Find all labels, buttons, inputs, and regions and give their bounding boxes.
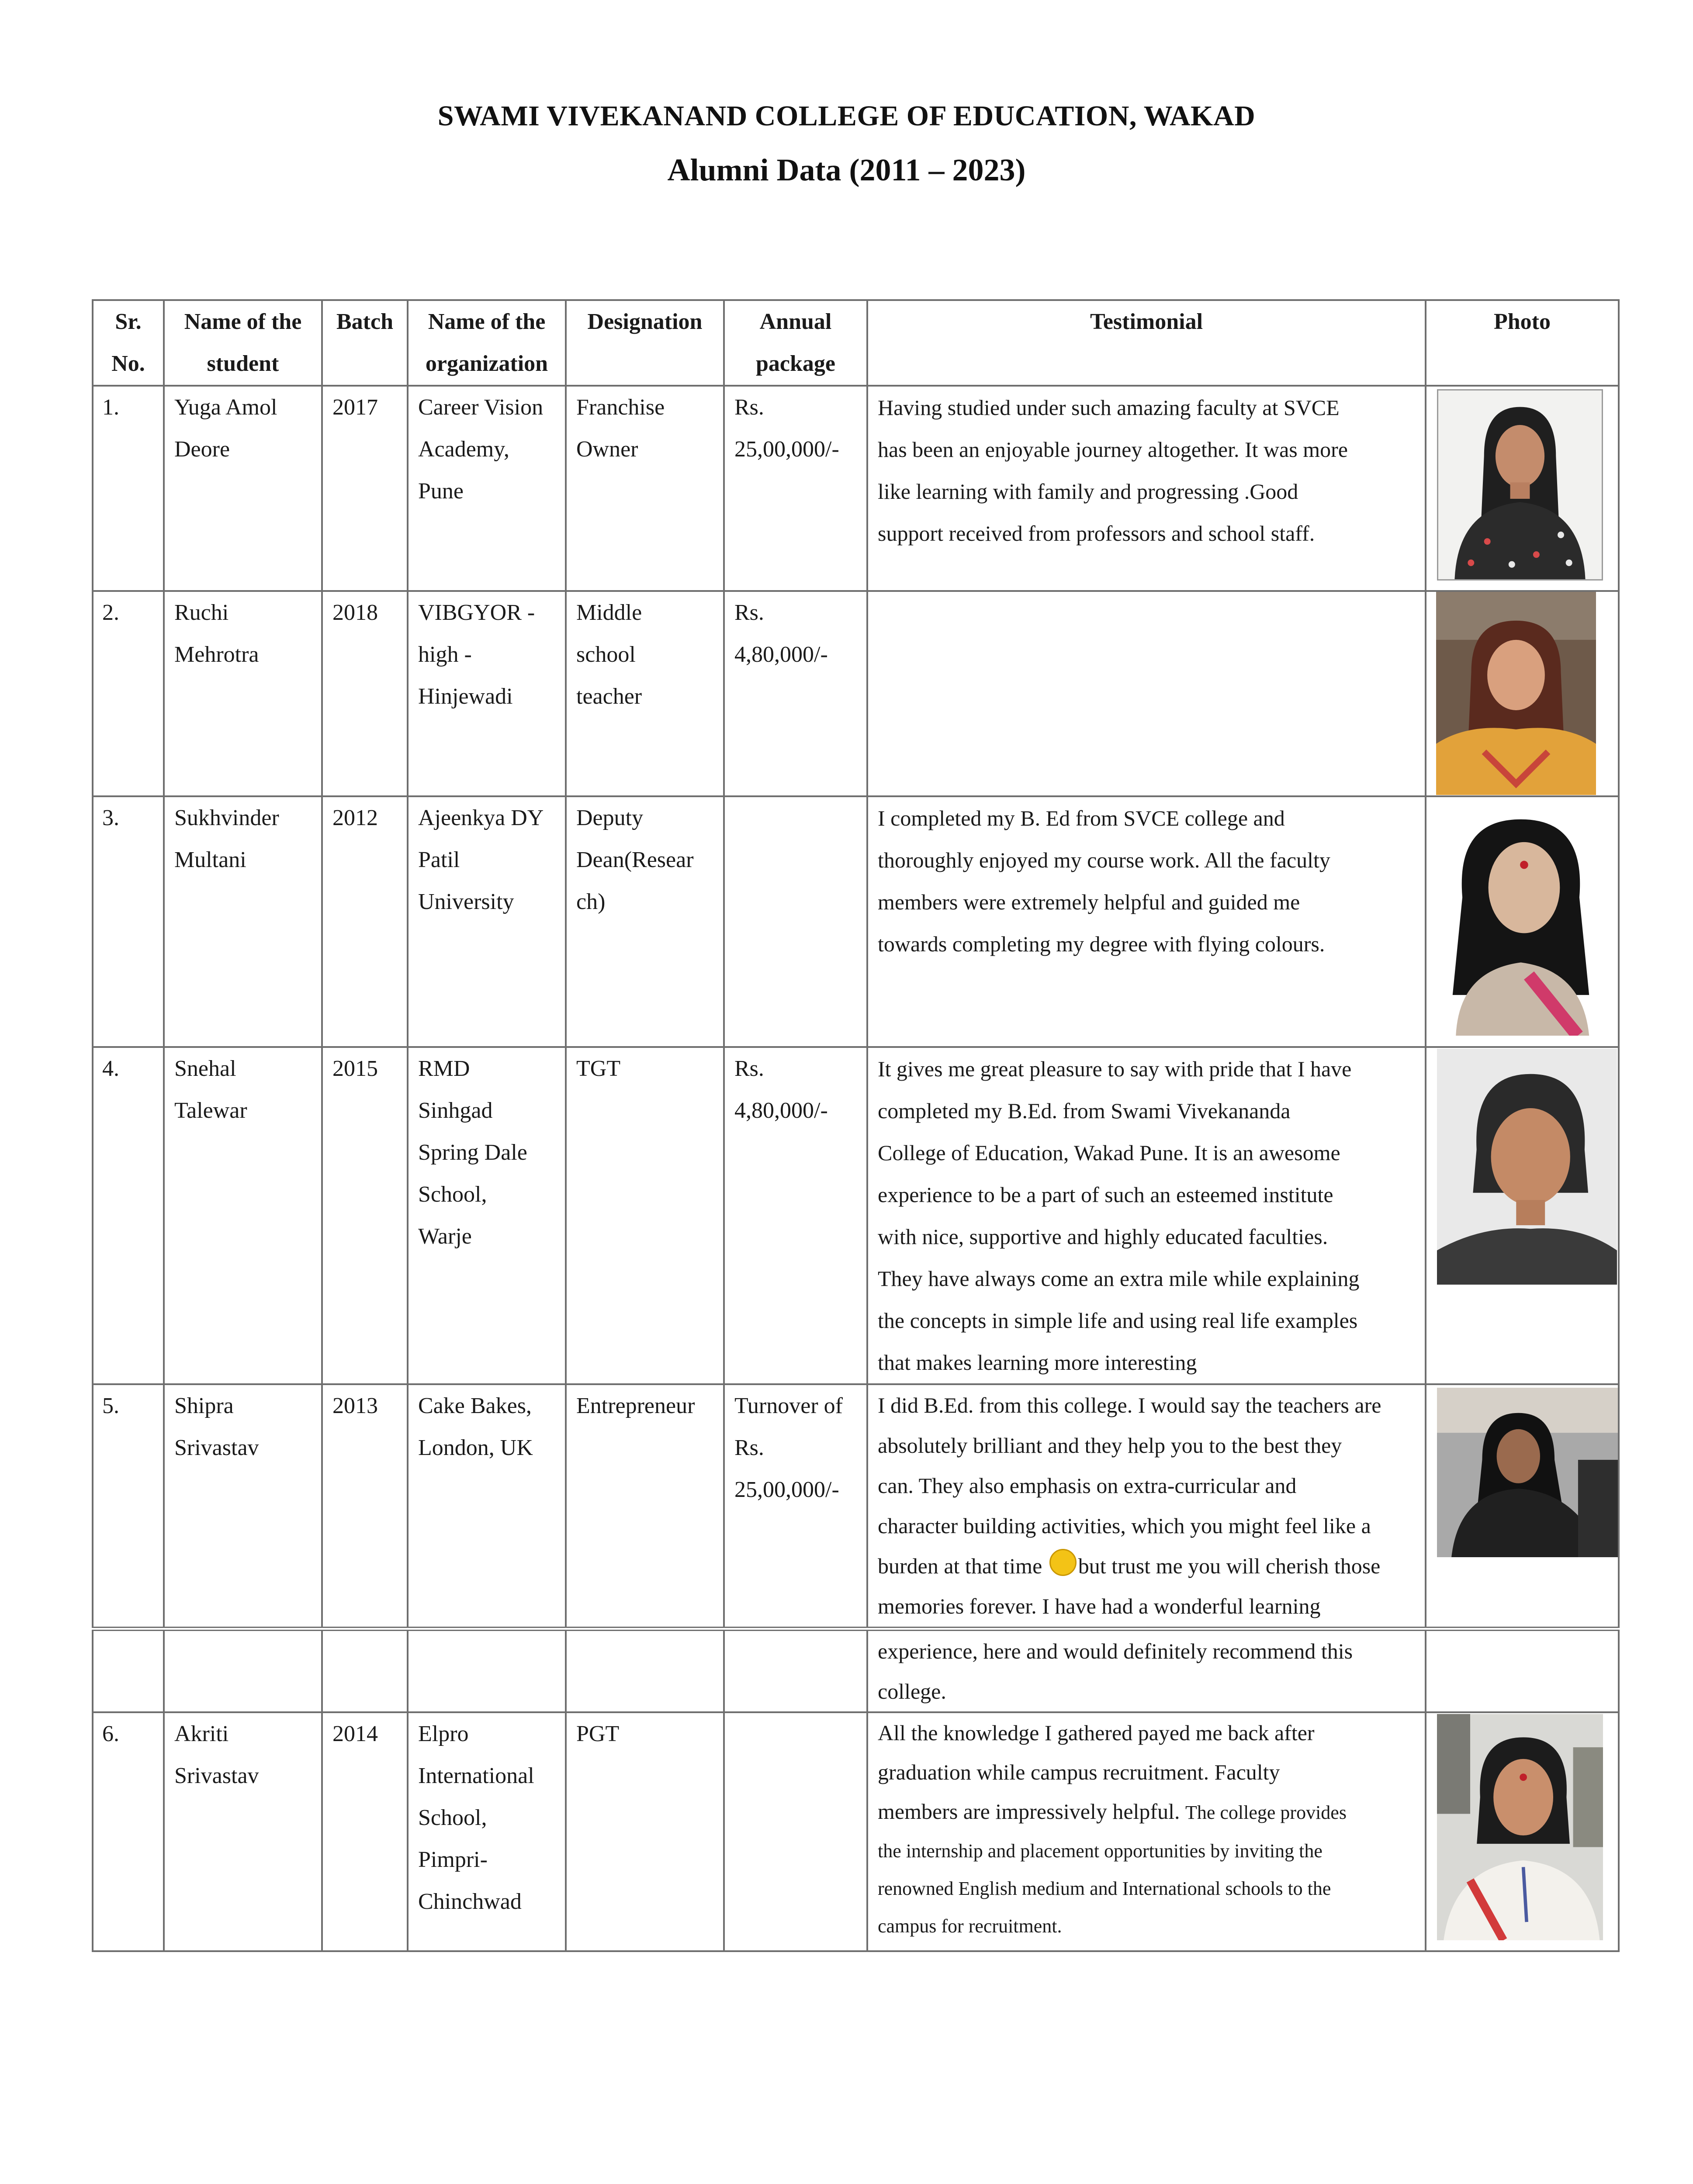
- photo-cell: [1426, 796, 1619, 1047]
- student-name-cell: Yuga Amol Deore: [164, 386, 322, 591]
- photo-cell: [1426, 1047, 1619, 1384]
- student-photo: [1437, 1714, 1603, 1940]
- organization-cell: VIBGYOR - high - Hinjewadi: [408, 591, 566, 796]
- photo-cell: [1426, 386, 1619, 591]
- col-header-sr: Sr. No.: [93, 300, 164, 386]
- package-cell: [724, 1712, 867, 1951]
- batch-cell: 2012: [322, 796, 408, 1047]
- col-header-testimonial: Testimonial: [867, 300, 1426, 386]
- photo-cell: [1426, 591, 1619, 796]
- batch-cell: 2018: [322, 591, 408, 796]
- batch-cell: 2014: [322, 1712, 408, 1951]
- student-name-cell: Ruchi Mehrotra: [164, 591, 322, 796]
- sr-cell: 4.: [93, 1047, 164, 1384]
- alumni-table: [92, 299, 1620, 1952]
- organization-cell: Career Vision Academy, Pune: [408, 386, 566, 591]
- batch-cell: [322, 1629, 408, 1712]
- table-row: [93, 1047, 1619, 1384]
- organization-cell: Elpro International School, Pimpri- Chinchwad: [408, 1712, 566, 1951]
- designation-cell: PGT: [566, 1712, 724, 1951]
- package-cell: Rs. 4,80,000/-: [724, 591, 867, 796]
- student-photo: [1437, 1049, 1617, 1285]
- organization-cell: Ajeenkya DY Patil University: [408, 796, 566, 1047]
- testimonial-cell: Having studied under such amazing faculty at SVCE has been an enjoyable journey altogether. It was more like learning with family and progressing .Good support received from professors and school staff.: [867, 386, 1426, 591]
- sr-cell: 5.: [93, 1384, 164, 1629]
- student-photo: [1436, 592, 1596, 795]
- sr-cell: [93, 1629, 164, 1712]
- batch-cell: 2017: [322, 386, 408, 591]
- testimonial-cell: experience, here and would definitely recommend this college.: [867, 1629, 1426, 1712]
- col-header-photo: Photo: [1426, 300, 1619, 386]
- table-row: [93, 1384, 1619, 1629]
- sr-cell: 3.: [93, 796, 164, 1047]
- batch-cell: 2015: [322, 1047, 408, 1384]
- col-header-package: Annual package: [724, 300, 867, 386]
- package-cell: [724, 1629, 867, 1712]
- designation-cell: Deputy Dean(Resear ch): [566, 796, 724, 1047]
- organization-cell: RMD Sinhgad Spring Dale School, Warje: [408, 1047, 566, 1384]
- table-row: [93, 796, 1619, 1047]
- photo-cell: [1426, 1629, 1619, 1712]
- col-header-batch: Batch: [322, 300, 408, 386]
- student-name-cell: [164, 1629, 322, 1712]
- testimonial-cell: I completed my B. Ed from SVCE college and thoroughly enjoyed my course work. All the faculty members were extremely helpful and guided me towards completing my degree with flying colours.: [867, 796, 1426, 1047]
- col-header-designation: Designation: [566, 300, 724, 386]
- table-row: [93, 591, 1619, 796]
- package-cell: Turnover of Rs. 25,00,000/-: [724, 1384, 867, 1629]
- student-name-cell: Snehal Talewar: [164, 1047, 322, 1384]
- sr-cell: 1.: [93, 386, 164, 591]
- designation-cell: Middle school teacher: [566, 591, 724, 796]
- student-name-cell: Sukhvinder Multani: [164, 796, 322, 1047]
- student-photo: [1437, 1388, 1618, 1557]
- designation-cell: Franchise Owner: [566, 386, 724, 591]
- designation-cell: Entrepreneur: [566, 1384, 724, 1629]
- student-name-cell: Shipra Srivastav: [164, 1384, 322, 1629]
- photo-cell: [1426, 1384, 1619, 1629]
- student-photo: [1437, 389, 1603, 581]
- student-photo: [1440, 800, 1602, 1036]
- package-cell: Rs. 25,00,000/-: [724, 386, 867, 591]
- testimonial-cell: I did B.Ed. from this college. I would say the teachers are absolutely brilliant and they help you to the best they can. They also emphasis on extra-curricular and character building activities, which you might feel like a burden at that time but trust me you will cherish those memories forever. I have had a wonderful learning: [867, 1384, 1426, 1629]
- package-cell: [724, 796, 867, 1047]
- student-name-cell: Akriti Srivastav: [164, 1712, 322, 1951]
- smiley-emoji-icon: [1049, 1549, 1077, 1576]
- designation-cell: [566, 1629, 724, 1712]
- photo-cell: [1426, 1712, 1619, 1951]
- table-row: [93, 1712, 1619, 1951]
- sr-cell: 2.: [93, 591, 164, 796]
- testimonial-cell: It gives me great pleasure to say with pride that I have completed my B.Ed. from Swami Vivekananda College of Education, Wakad Pune. It is an awesome experience to be a part of such an esteemed institute with nice, supportive and highly educated faculties. They have always come an extra mile while explaining the concepts in simple life and using real life examples that makes learning more interesting: [867, 1047, 1426, 1384]
- table-row: [93, 386, 1619, 591]
- testimonial-cell: All the knowledge I gathered payed me back after graduation while campus recruitment. Faculty members are impressively helpful. The college provides the internship and placement opportunities by inviting the renowned English medium and International schools to the campus for recruitment.: [867, 1712, 1426, 1951]
- sr-cell: 6.: [93, 1712, 164, 1951]
- col-header-name: Name of the student: [164, 300, 322, 386]
- batch-cell: 2013: [322, 1384, 408, 1629]
- package-cell: Rs. 4,80,000/-: [724, 1047, 867, 1384]
- organization-cell: [408, 1629, 566, 1712]
- col-header-organization: Name of the organization: [408, 300, 566, 386]
- designation-cell: TGT: [566, 1047, 724, 1384]
- organization-cell: Cake Bakes, London, UK: [408, 1384, 566, 1629]
- table-header-row: [93, 300, 1619, 386]
- testimonial-cell: [867, 591, 1426, 796]
- document-title: SWAMI VIVEKANAND COLLEGE OF EDUCATION, WAKAD: [437, 100, 1256, 132]
- table-row-continuation: [93, 1629, 1619, 1712]
- document-subtitle: Alumni Data (2011 – 2023): [667, 152, 1026, 187]
